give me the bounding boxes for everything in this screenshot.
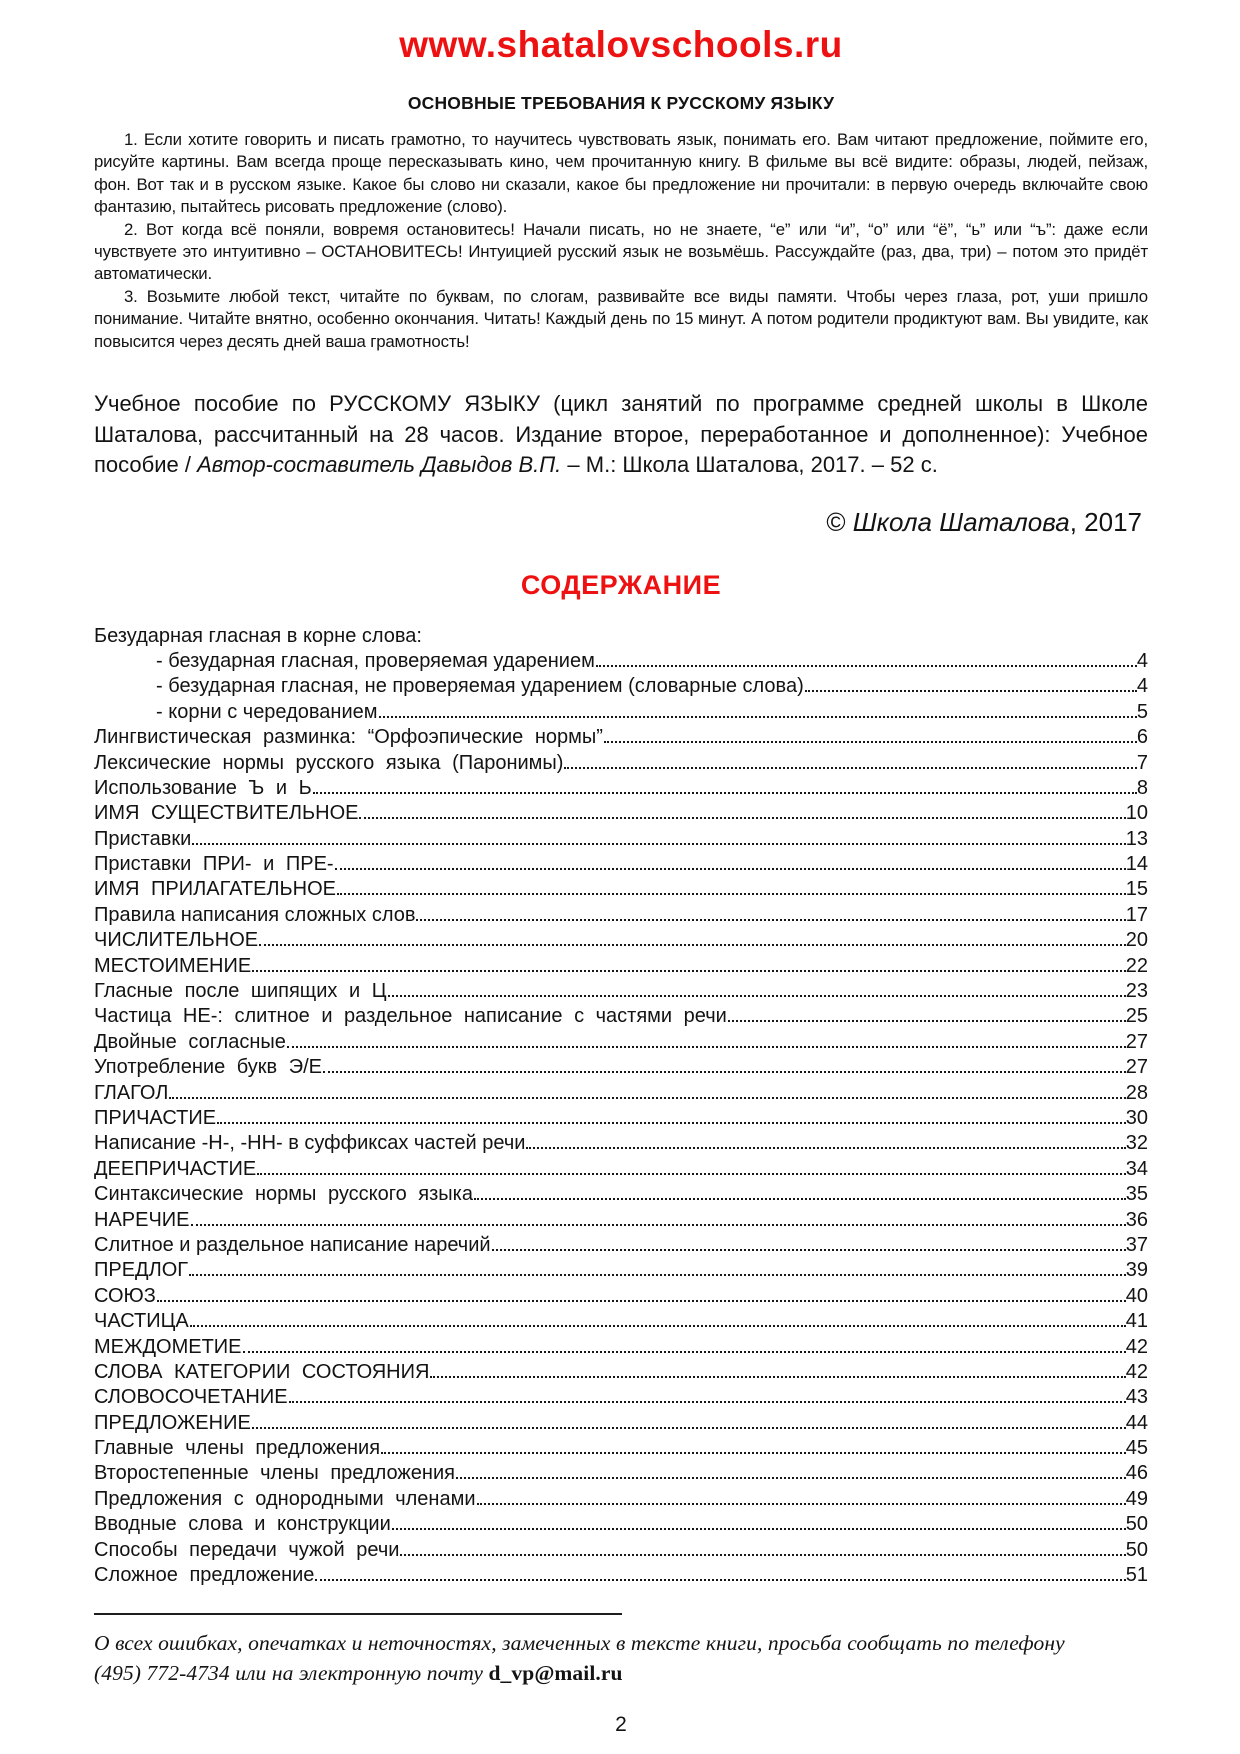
toc-entry <box>94 1538 1148 1563</box>
toc-entry-label: СЛОВА КАТЕГОРИИ СОСТОЯНИЯ <box>94 1360 430 1383</box>
toc-entry-label: НАРЕЧИЕ <box>94 1208 190 1231</box>
toc-leader-dots <box>217 1122 1126 1124</box>
errata-note-line-1: О всех ошибках, опечатках и неточностях, замеченных в тексте книги, просьба сообщать по телефону <box>94 1631 1065 1656</box>
toc-entry-page-number: 50 <box>1125 1538 1148 1561</box>
bibliography-author: Автор-составитель Давыдов В.П. <box>197 452 562 478</box>
toc-entry <box>94 852 1148 877</box>
toc-entry-label: Лексические нормы русского языка (Паронимы) <box>94 751 564 774</box>
toc-entry <box>94 1157 1148 1182</box>
toc-leader-dots <box>564 767 1136 769</box>
toc-entry-page-number: 27 <box>1125 1056 1148 1079</box>
toc-entry <box>94 1309 1148 1334</box>
toc-entry <box>94 1182 1148 1207</box>
toc-leader-dots <box>379 716 1137 718</box>
footnote-divider <box>94 1613 622 1615</box>
toc-entry <box>94 1030 1148 1055</box>
toc-entry <box>94 1487 1148 1512</box>
toc-entry-label: Синтаксические нормы русского языка <box>94 1183 473 1206</box>
toc-entry-page-number: 39 <box>1125 1259 1148 1282</box>
intro-paragraph-1: 1. Если хотите говорить и писать грамотно, то научитесь чувствовать язык, понимать его. Вам читают предложение, поймите его, рисуйте картины. Вам всегда проще пересказывать кино, чем прочитанную книгу. В фильме вы всё видите: образы, людей, пейзаж, фон. Вот так и в русском языке. Какое бы слово ни сказали, какое бы предложение ни прочитали: в первую очередь включайте свою фантазию, пытайтесь рисовать предложение (слово). <box>94 130 1148 217</box>
toc-entry-label: СОЮЗ <box>94 1284 156 1307</box>
toc-entry-page-number: 44 <box>1125 1411 1148 1434</box>
copyright-holder: Школа Шаталова <box>852 506 1070 537</box>
toc-entry <box>94 1233 1148 1258</box>
toc-entry-label: Употребление букв Э/Е <box>94 1056 322 1079</box>
toc-entry <box>94 1106 1148 1131</box>
toc-entry-page-number: 35 <box>1125 1183 1148 1206</box>
toc-entry-page-number: 46 <box>1125 1462 1148 1485</box>
toc-entry-page-number: 41 <box>1125 1310 1148 1333</box>
toc-entry-label: Гласные после шипящих и Ц <box>94 980 387 1003</box>
toc-entry-page-number: 4 <box>1136 649 1148 672</box>
toc-leader-dots <box>596 665 1137 667</box>
toc-leader-dots <box>477 1503 1126 1505</box>
toc-leader-dots <box>388 995 1126 997</box>
toc-entry-page-number: 43 <box>1125 1386 1148 1409</box>
toc-entry <box>94 751 1148 776</box>
toc-entry-label: Правила написания сложных слов <box>94 903 416 926</box>
toc-leader-dots <box>189 1274 1126 1276</box>
toc-entry-page-number: 25 <box>1125 1005 1148 1028</box>
toc-leader-dots <box>259 944 1126 946</box>
toc-leader-dots <box>456 1477 1126 1479</box>
toc-leader-dots <box>315 1579 1125 1581</box>
toc-leader-dots <box>526 1147 1125 1149</box>
toc-entry-label: Приставки <box>94 827 192 850</box>
toc-entry-page-number: 4 <box>1136 675 1148 698</box>
toc-entry <box>94 1208 1148 1233</box>
toc-entry-page-number: 50 <box>1125 1513 1148 1536</box>
toc-leader-dots <box>323 1071 1126 1073</box>
toc-leader-dots <box>416 919 1125 921</box>
toc-entry-page-number: 7 <box>1136 751 1148 774</box>
toc-entry <box>94 1131 1148 1156</box>
toc-entry <box>94 1436 1148 1461</box>
toc-entry <box>94 827 1148 852</box>
toc-leader-dots <box>400 1554 1125 1556</box>
toc-leader-dots <box>287 1046 1126 1048</box>
toc-entry <box>94 1563 1148 1588</box>
toc-leader-dots <box>335 868 1126 870</box>
toc-entry-label: - безударная гласная, проверяемая ударением <box>156 649 595 672</box>
toc-leader-dots <box>252 970 1126 972</box>
toc-leader-dots <box>192 843 1125 845</box>
toc-entry-page-number: 28 <box>1125 1081 1148 1104</box>
toc-entry-label: ДЕЕПРИЧАСТИЕ <box>94 1157 257 1180</box>
toc-leader-dots <box>191 1224 1126 1226</box>
toc-entry-page-number: 32 <box>1125 1132 1148 1155</box>
toc-leader-dots <box>243 1351 1126 1353</box>
toc-entry <box>94 776 1148 801</box>
toc-leader-dots <box>728 1020 1126 1022</box>
toc-entry-page-number: 6 <box>1136 726 1148 749</box>
bibliography-imprint: – М.: Школа Шаталова, 2017. – 52 с. <box>561 452 938 478</box>
toc-entry-label: Предложения с однородными членами <box>94 1487 476 1510</box>
toc-entry <box>94 1411 1148 1436</box>
errata-phone-text: (495) 772-4734 или на электронную почту <box>94 1661 489 1686</box>
intro-section <box>94 129 1148 353</box>
toc-entry-label: Главные члены предложения <box>94 1437 381 1460</box>
intro-paragraph-3: 3. Возьмите любой текст, читайте по буквам, по слогам, развивайте все виды памяти. Чтобы через глаза, рот, уши пришло понимание. Читайте внятно, особенно окончания. Читать! Каждый день по 15 минут. А потом родители продиктуют вам. Вы увидите, как повысится через десять дней ваша грамотность! <box>94 286 1148 351</box>
toc-entry-label: Второстепенные члены предложения <box>94 1462 455 1485</box>
contact-email: d_vp@mail.ru <box>488 1661 623 1686</box>
toc-entry-label: ЧИСЛИТЕЛЬНОЕ <box>94 929 259 952</box>
errata-note <box>94 1628 1148 1688</box>
toc-leader-dots <box>252 1427 1126 1429</box>
errata-note-line-2 <box>94 1658 1148 1688</box>
toc-entry <box>94 1081 1148 1106</box>
toc-entry <box>94 674 1148 699</box>
toc-entry-label: СЛОВОСОЧЕТАНИЕ <box>94 1386 288 1409</box>
toc-leader-dots <box>430 1376 1125 1378</box>
toc-entry-page-number: 22 <box>1125 954 1148 977</box>
toc-entry-page-number: 13 <box>1125 827 1148 850</box>
toc-entry-label: Способы передачи чужой речи <box>94 1538 400 1561</box>
copyright-symbol: © <box>826 506 853 537</box>
toc-entry-label: ИМЯ СУЩЕСТВИТЕЛЬНОЕ <box>94 802 359 825</box>
toc-leader-dots <box>392 1528 1126 1530</box>
intro-paragraph-2: 2. Вот когда всё поняли, вовремя остановитесь! Начали писать, но не знаете, “е” или “и”, “о” или “ё”, “ь” или “ъ”: даже если чувствуете это интуитивно – ОСТАНОВИТЕСЬ! Интуицией русский язык не возьмёшь. Рассуждайте (раз, два, три) – потом это придёт автоматически. <box>94 219 1148 284</box>
toc-entry <box>94 1385 1148 1410</box>
toc-entry-page-number: 23 <box>1125 980 1148 1003</box>
table-of-contents <box>94 624 1148 1589</box>
copyright-line <box>94 507 1148 538</box>
toc-leader-dots <box>337 893 1126 895</box>
copyright-year: , 2017 <box>1069 506 1142 537</box>
bibliography-paragraph <box>94 389 1148 481</box>
toc-entry-page-number: 42 <box>1125 1360 1148 1383</box>
page-title: ОСНОВНЫЕ ТРЕБОВАНИЯ К РУССКОМУ ЯЗЫКУ <box>407 93 835 113</box>
toc-entry-page-number: 5 <box>1136 700 1148 723</box>
toc-leader-dots <box>257 1173 1125 1175</box>
toc-entry-label: ПРИЧАСТИЕ <box>94 1106 217 1129</box>
toc-entry <box>94 725 1148 750</box>
toc-entry-page-number: 40 <box>1125 1284 1148 1307</box>
toc-entry-label: - корни с чередованием <box>156 700 378 723</box>
toc-leader-dots <box>381 1452 1126 1454</box>
toc-entry-label: Приставки ПРИ- и ПРЕ- <box>94 853 334 876</box>
toc-entry-label: ПРЕДЛОГ <box>94 1259 189 1282</box>
page-number: 2 <box>615 1713 627 1737</box>
toc-leader-dots <box>157 1300 1126 1302</box>
toc-entry-page-number: 30 <box>1125 1106 1148 1129</box>
toc-leader-dots <box>604 741 1137 743</box>
toc-entry-label: Безударная гласная в корне слова: <box>94 624 422 647</box>
toc-entry-label: ГЛАГОЛ <box>94 1081 169 1104</box>
toc-entry-page-number: 34 <box>1125 1157 1148 1180</box>
toc-entry-page-number: 8 <box>1136 776 1148 799</box>
toc-entry-label: МЕЖДОМЕТИЕ <box>94 1335 242 1358</box>
toc-entry-label: Двойные согласные <box>94 1030 286 1053</box>
toc-entry <box>94 1284 1148 1309</box>
toc-leader-dots <box>805 690 1137 692</box>
toc-entry-page-number: 42 <box>1125 1335 1148 1358</box>
toc-entry-label: МЕСТОИМЕНИЕ <box>94 954 252 977</box>
toc-entry-page-number: 27 <box>1125 1030 1148 1053</box>
toc-entry-page-number: 17 <box>1125 903 1148 926</box>
toc-entry-page-number: 20 <box>1125 929 1148 952</box>
toc-entry-label: Лингвистическая разминка: “Орфоэпические нормы” <box>94 726 603 749</box>
toc-entry <box>94 1004 1148 1029</box>
toc-entry-page-number: 15 <box>1125 878 1148 901</box>
toc-entry-label: Сложное предложение <box>94 1564 315 1587</box>
toc-entry <box>94 954 1148 979</box>
toc-entry-label: Написание -Н-, -НН- в суффиксах частей речи <box>94 1132 526 1155</box>
site-url-header: www.shatalovschools.ru <box>399 24 843 65</box>
toc-entry <box>94 1055 1148 1080</box>
toc-entry-page-number: 36 <box>1125 1208 1148 1231</box>
toc-entry <box>94 928 1148 953</box>
toc-entry-page-number: 45 <box>1125 1437 1148 1460</box>
toc-entry-label: ИМЯ ПРИЛАГАТЕЛЬНОЕ <box>94 878 337 901</box>
toc-heading: СОДЕРЖАНИЕ <box>520 569 722 600</box>
toc-entry-label: Вводные слова и конструкции <box>94 1513 391 1536</box>
toc-entry-page-number: 51 <box>1125 1564 1148 1587</box>
toc-leader-dots <box>359 817 1125 819</box>
toc-entry-page-number: 14 <box>1125 853 1148 876</box>
toc-entry <box>94 1360 1148 1385</box>
toc-entry <box>94 877 1148 902</box>
bibliography-text: Учебное пособие по РУССКОМУ ЯЗЫКУ (цикл занятий по программе средней школы в Школе Шаталова, рассчитанный на 28 часов. Издание второе, переработанное и дополненное): Учебное пособие / <box>94 391 1148 478</box>
toc-entry-label: Использование Ъ и Ь <box>94 776 312 799</box>
toc-entry-page-number: 49 <box>1125 1487 1148 1510</box>
toc-entry-page-number: 37 <box>1125 1233 1148 1256</box>
toc-entry <box>94 624 1148 649</box>
toc-entry-label: Слитное и раздельное написание наречий <box>94 1233 491 1256</box>
toc-entry-label: ЧАСТИЦА <box>94 1310 189 1333</box>
toc-entry-label: ПРЕДЛОЖЕНИЕ <box>94 1411 251 1434</box>
toc-leader-dots <box>169 1097 1125 1099</box>
toc-entry <box>94 649 1148 674</box>
toc-entry <box>94 903 1148 928</box>
toc-leader-dots <box>190 1325 1126 1327</box>
toc-entry <box>94 1258 1148 1283</box>
toc-leader-dots <box>492 1249 1126 1251</box>
toc-entry <box>94 979 1148 1004</box>
toc-entry-label: Частица НЕ-: слитное и раздельное написание с частями речи <box>94 1005 727 1028</box>
toc-leader-dots <box>474 1198 1126 1200</box>
toc-entry-label: - безударная гласная, не проверяемая ударением (словарные слова) <box>156 675 804 698</box>
toc-leader-dots <box>313 792 1137 794</box>
toc-entry <box>94 1335 1148 1360</box>
toc-leader-dots <box>289 1401 1126 1403</box>
toc-entry <box>94 801 1148 826</box>
toc-entry <box>94 1461 1148 1486</box>
toc-entry <box>94 1512 1148 1537</box>
toc-entry <box>94 700 1148 725</box>
toc-entry-page-number: 10 <box>1125 802 1148 825</box>
